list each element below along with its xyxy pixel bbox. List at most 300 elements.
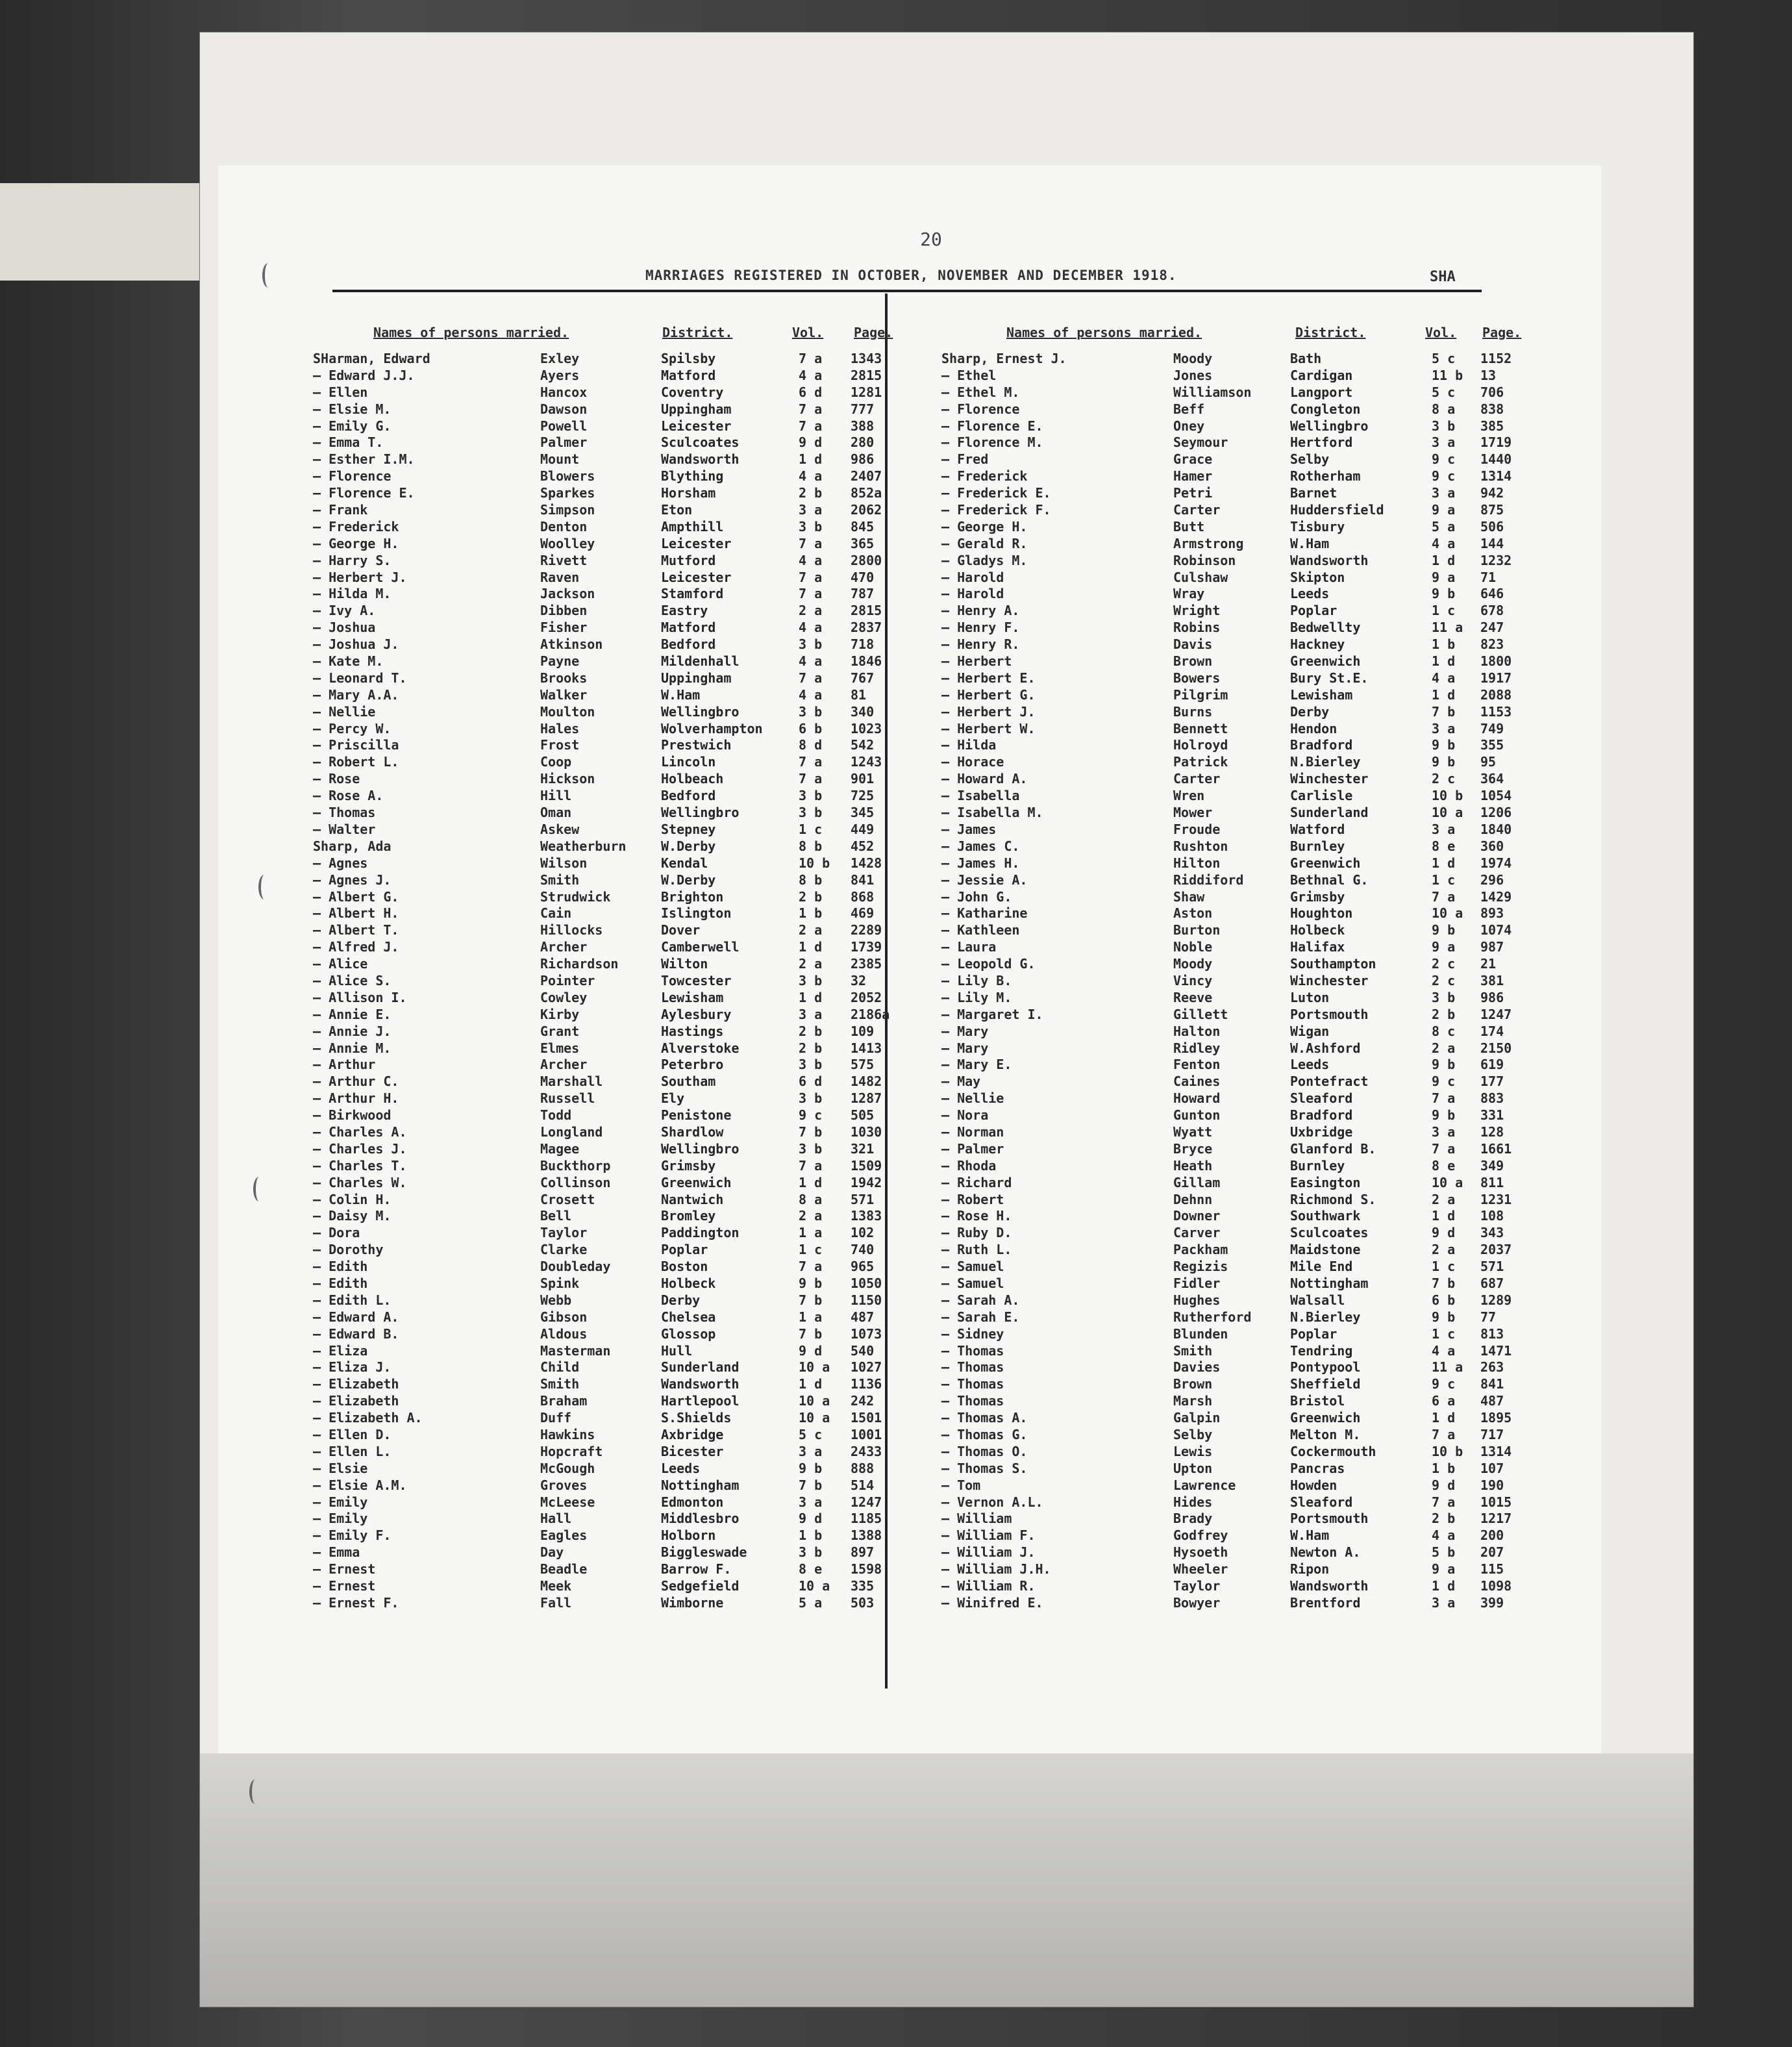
entry-spouse-surname: Oney [1173, 418, 1205, 434]
entry-district: Luton [1290, 989, 1330, 1005]
entry-volume: 7 a [1432, 1494, 1456, 1510]
entry-name: — Walter [313, 821, 376, 837]
entry-volume: 4 a [1432, 670, 1456, 686]
entry-volume: 4 a [799, 552, 823, 568]
entry-district: Houghton [1290, 905, 1353, 922]
entry-volume: 4 a [799, 367, 823, 383]
entry-page: 1289 [1480, 1292, 1512, 1308]
entry-spouse-surname: Pointer [540, 972, 595, 988]
entry-page: 2815 [851, 603, 882, 619]
entry-name: — Rose [313, 771, 360, 787]
entry-name: — Katharine [941, 905, 1028, 922]
register-entry [922, 485, 1545, 502]
entry-page: 13 [1480, 367, 1497, 383]
entry-page: 852a [851, 485, 882, 501]
entry-volume: 6 d [799, 1074, 823, 1090]
entry-district: Prestwich [661, 737, 732, 753]
entry-spouse-surname: Weatherburn [540, 838, 627, 854]
entry-name: — Leopold G. [941, 956, 1036, 972]
register-entry [299, 872, 896, 889]
entry-page: 2052 [851, 989, 882, 1005]
entry-district: Edmonton [661, 1494, 724, 1510]
entry-district: Portsmouth [1290, 1006, 1369, 1022]
entry-district: Huddersfield [1290, 502, 1384, 518]
page-title: MARRIAGES REGISTERED IN OCTOBER, NOVEMBER AND DECEMBER 1918. [645, 268, 1177, 283]
entry-volume: 6 d [799, 384, 823, 400]
entry-spouse-surname: Bowers [1173, 670, 1221, 686]
entry-district: Wellingbro [1290, 418, 1369, 434]
entry-page: 1429 [1480, 888, 1512, 905]
entry-district: Glossop [661, 1325, 716, 1342]
entry-district: Sculcoates [661, 434, 740, 451]
register-entry [299, 687, 896, 704]
register-entry [299, 485, 896, 502]
entry-spouse-surname: Eagles [540, 1527, 588, 1544]
entry-spouse-surname: Sparkes [540, 485, 595, 501]
entry-name: — Thomas [941, 1393, 1004, 1409]
register-entry [922, 468, 1545, 485]
register-entry [922, 973, 1545, 990]
entry-district: Wandsworth [661, 1376, 740, 1392]
register-entry [922, 1578, 1545, 1595]
entry-name: — Winifred E. [941, 1594, 1043, 1611]
entry-page: 1030 [851, 1124, 882, 1140]
register-entry [922, 1595, 1545, 1612]
entry-page: 1661 [1480, 1140, 1512, 1157]
entry-district: Pancras [1290, 1460, 1345, 1476]
entry-volume: 10 a [1432, 905, 1463, 922]
entry-volume: 7 a [799, 351, 823, 366]
entry-spouse-surname: Wray [1173, 586, 1205, 602]
entry-page: 811 [1480, 1174, 1504, 1190]
entry-volume: 9 b [1432, 586, 1456, 602]
entry-name: — Emily [313, 1494, 368, 1510]
entry-page: 749 [1480, 720, 1504, 736]
entry-page: 1895 [1480, 1410, 1512, 1426]
entry-volume: 1 d [1432, 1208, 1456, 1224]
entry-volume: 7 a [1432, 1090, 1456, 1107]
entry-spouse-surname: Mower [1173, 805, 1213, 821]
entry-name: — James C. [941, 838, 1020, 854]
register-entry [299, 1141, 896, 1158]
entry-page: 1050 [851, 1275, 882, 1291]
entry-district: Sunderland [661, 1359, 740, 1375]
entry-name: — Charles W. [313, 1174, 407, 1190]
register-entry [299, 653, 896, 670]
entry-volume: 4 a [1432, 1342, 1456, 1359]
entry-page: 364 [1480, 771, 1504, 787]
entry-name: — Eliza [313, 1342, 368, 1359]
register-entry [299, 553, 896, 570]
register-entry [922, 636, 1545, 653]
entry-page: 2407 [851, 468, 882, 484]
register-entry [299, 502, 896, 519]
entry-district: Stepney [661, 821, 716, 837]
entry-spouse-surname: Beff [1173, 401, 1205, 417]
entry-spouse-surname: Gillam [1173, 1174, 1221, 1190]
entry-name: — Frederick [941, 468, 1028, 484]
entry-volume: 9 c [1432, 1074, 1456, 1090]
entry-district: Aylesbury [661, 1006, 732, 1022]
entry-spouse-surname: Wren [1173, 788, 1205, 804]
entry-name: — Richard [941, 1174, 1012, 1190]
entry-volume: 1 b [1432, 636, 1456, 653]
entry-page: 280 [851, 434, 875, 451]
entry-district: Richmond S. [1290, 1191, 1376, 1207]
entry-page: 349 [1480, 1157, 1504, 1174]
register-entry [299, 1326, 896, 1343]
entry-district: Howden [1290, 1477, 1338, 1493]
register-entry [299, 1494, 896, 1511]
register-entry [299, 1074, 896, 1090]
entry-page: 144 [1480, 535, 1504, 551]
entry-page: 1073 [851, 1325, 882, 1342]
entry-district: Middlesbro [661, 1511, 740, 1527]
left-entries [299, 351, 896, 1612]
entry-name: — Dorothy [313, 1242, 384, 1258]
register-entry [299, 1292, 896, 1309]
register-entry [299, 1208, 896, 1225]
entry-page: 1001 [851, 1427, 882, 1442]
register-entry [922, 1359, 1545, 1376]
entry-name: — Sarah E. [941, 1309, 1020, 1325]
entry-page: 1185 [851, 1511, 882, 1527]
entry-district: Bicester [661, 1443, 724, 1459]
entry-district: Wandsworth [661, 451, 740, 468]
entry-page: 71 [1480, 569, 1497, 585]
entry-volume: 2 b [799, 888, 823, 905]
entry-district: Greenwich [1290, 1410, 1361, 1426]
entry-spouse-surname: Halton [1173, 1023, 1221, 1039]
entry-page: 190 [1480, 1477, 1504, 1493]
entry-district: Uppingham [661, 401, 732, 417]
entry-spouse-surname: Dehnn [1173, 1191, 1213, 1207]
entry-page: 1471 [1480, 1342, 1512, 1359]
register-entry [299, 1461, 896, 1477]
register-entry [922, 1393, 1545, 1410]
register-entry [299, 788, 896, 805]
register-entry [922, 351, 1545, 368]
register-entry [299, 754, 896, 771]
entry-spouse-surname: Richardson [540, 956, 619, 972]
entry-district: Sculcoates [1290, 1225, 1369, 1241]
entry-page: 542 [851, 737, 875, 753]
entry-name: — Joshua [313, 620, 376, 636]
entry-spouse-surname: Davies [1173, 1359, 1221, 1375]
entry-name: — Harold [941, 569, 1004, 585]
entry-spouse-surname: Blowers [540, 468, 595, 484]
entry-spouse-surname: Rushton [1173, 838, 1228, 854]
entry-name: — Charles T. [313, 1157, 407, 1174]
entry-volume: 4 a [799, 620, 823, 636]
entry-volume: 9 b [799, 1275, 823, 1291]
entry-volume: 5 c [1432, 351, 1456, 366]
entry-volume: 9 c [1432, 1376, 1456, 1392]
entry-page: 81 [851, 686, 867, 703]
entry-spouse-surname: Powell [540, 418, 588, 434]
entry-page: 868 [851, 888, 875, 905]
entry-volume: 9 b [1432, 1107, 1456, 1124]
entry-spouse-surname: Brown [1173, 653, 1213, 670]
entry-volume: 8 b [799, 872, 823, 888]
page-bottom-shading [200, 1753, 1693, 2007]
entry-volume: 11 b [1432, 367, 1463, 383]
register-entry [299, 1511, 896, 1527]
entry-spouse-surname: Petri [1173, 485, 1213, 501]
entry-district: Kendal [661, 855, 708, 871]
entry-district: Barrow F. [661, 1561, 732, 1577]
entry-district: Wandsworth [1290, 552, 1369, 568]
entry-page: 177 [1480, 1074, 1504, 1090]
entry-spouse-surname: Ridley [1173, 1040, 1221, 1056]
entry-page: 345 [851, 805, 875, 821]
entry-volume: 7 a [799, 418, 823, 434]
entry-page: 1343 [851, 351, 882, 366]
entry-page: 1247 [1480, 1006, 1512, 1022]
entry-spouse-surname: Rivett [540, 552, 588, 568]
entry-spouse-surname: Downer [1173, 1208, 1221, 1224]
entry-district: Burnley [1290, 838, 1345, 854]
entry-volume: 2 b [799, 485, 823, 501]
entry-page: 1098 [1480, 1578, 1512, 1594]
entry-volume: 3 a [1432, 434, 1456, 451]
entry-name: — Colin H. [313, 1191, 392, 1207]
register-entry [922, 1376, 1545, 1393]
register-entry [299, 1275, 896, 1292]
entry-page: 1501 [851, 1410, 882, 1426]
entry-spouse-surname: Hughes [1173, 1292, 1221, 1308]
entry-name: — Robert L. [313, 754, 399, 770]
entry-name: — Isabella [941, 788, 1020, 804]
entry-spouse-surname: Howard [1173, 1090, 1221, 1107]
entry-volume: 2 a [1432, 1242, 1456, 1258]
entry-volume: 7 a [799, 771, 823, 787]
entry-spouse-surname: Williamson [1173, 384, 1252, 400]
entry-name: — Emma T. [313, 434, 384, 451]
entry-spouse-surname: Masterman [540, 1342, 611, 1359]
entry-spouse-surname: Hides [1173, 1494, 1213, 1510]
entry-name: — Esther I.M. [313, 451, 415, 468]
entry-spouse-surname: Froude [1173, 821, 1221, 837]
entry-volume: 10 a [1432, 805, 1463, 821]
entry-name: — Ellen D. [313, 1427, 392, 1442]
entry-page: 725 [851, 788, 875, 804]
entry-volume: 8 b [799, 838, 823, 854]
entry-name: — Ernest F. [313, 1594, 399, 1611]
entry-volume: 1 a [799, 1225, 823, 1241]
entry-volume: 1 a [799, 1309, 823, 1325]
entry-name: — Rhoda [941, 1157, 997, 1174]
entry-spouse-surname: Patrick [1173, 754, 1228, 770]
entry-page: 1482 [851, 1074, 882, 1090]
entry-volume: 10 b [799, 855, 830, 871]
register-entry [299, 889, 896, 906]
entry-district: Watford [1290, 821, 1345, 837]
entry-volume: 1 b [799, 905, 823, 922]
entry-district: W.Derby [661, 838, 716, 854]
entry-name: — William R. [941, 1578, 1036, 1594]
entry-page: 1413 [851, 1040, 882, 1056]
right-column-header [922, 325, 1545, 351]
register-entry [299, 434, 896, 451]
entry-volume: 3 b [1432, 418, 1456, 434]
entry-name: — Robert [941, 1191, 1004, 1207]
entry-name: — Agnes J. [313, 872, 392, 888]
entry-name: — Palmer [941, 1140, 1004, 1157]
entry-page: 986 [1480, 989, 1504, 1005]
register-entry [922, 1444, 1545, 1461]
entry-page: 1974 [1480, 855, 1512, 871]
entry-district: Southampton [1290, 956, 1376, 972]
entry-page: 1314 [1480, 1443, 1512, 1459]
entry-page: 813 [1480, 1325, 1504, 1342]
entry-name: — Rose H. [941, 1208, 1012, 1224]
register-entry [922, 1292, 1545, 1309]
register-entry [299, 838, 896, 855]
register-entry [299, 922, 896, 939]
entry-spouse-surname: Selby [1173, 1427, 1213, 1442]
entry-name: — John G. [941, 888, 1012, 905]
register-entry [922, 1057, 1545, 1074]
register-entry [922, 939, 1545, 956]
register-entry [922, 721, 1545, 738]
entry-name: — Thomas A. [941, 1410, 1028, 1426]
entry-spouse-surname: Riddiford [1173, 872, 1244, 888]
register-entry [299, 1057, 896, 1074]
register-entry [922, 1242, 1545, 1259]
register-entry [922, 990, 1545, 1007]
entry-volume: 7 b [799, 1325, 823, 1342]
entry-page: 115 [1480, 1561, 1504, 1577]
register-entry [299, 1544, 896, 1561]
entry-name: — Thomas G. [941, 1427, 1028, 1442]
entry-spouse-surname: Bell [540, 1208, 572, 1224]
entry-spouse-surname: Fisher [540, 620, 588, 636]
entry-name: — Annie E. [313, 1006, 392, 1022]
entry-district: Tisbury [1290, 518, 1345, 534]
register-entry [922, 1309, 1545, 1326]
register-entry [299, 468, 896, 485]
entry-district: Hartlepool [661, 1393, 740, 1409]
entry-name: — Ruth L. [941, 1242, 1012, 1258]
entry-spouse-surname: Wilson [540, 855, 588, 871]
register-entry [922, 1527, 1545, 1544]
entry-spouse-surname: Hales [540, 720, 580, 736]
entry-spouse-surname: Jackson [540, 586, 595, 602]
register-entry [299, 737, 896, 754]
entry-district: Boston [661, 1259, 708, 1275]
register-entry [922, 737, 1545, 754]
entry-volume: 2 a [1432, 1040, 1456, 1056]
punch-hole-1 [262, 263, 274, 288]
entry-district: Bethnal G. [1290, 872, 1369, 888]
entry-name: — Harry S. [313, 552, 392, 568]
entry-name: — Arthur [313, 1057, 376, 1073]
entry-district: Leeds [1290, 1057, 1330, 1073]
entry-district: Uppingham [661, 670, 732, 686]
entry-page: 331 [1480, 1107, 1504, 1124]
entry-volume: 3 a [1432, 485, 1456, 501]
register-entry [299, 1477, 896, 1494]
entry-name: — James H. [941, 855, 1020, 871]
entry-volume: 2 c [1432, 956, 1456, 972]
entry-page: 1054 [1480, 788, 1512, 804]
entry-page: 1231 [1480, 1191, 1512, 1207]
entry-name: — Horace [941, 754, 1004, 770]
entry-volume: 3 b [799, 805, 823, 821]
entry-page: 2800 [851, 552, 882, 568]
register-entry [299, 973, 896, 990]
entry-name: — Sidney [941, 1325, 1004, 1342]
entry-volume: 2 a [799, 1208, 823, 1224]
entry-district: Paddington [661, 1225, 740, 1241]
entry-spouse-surname: Fenton [1173, 1057, 1221, 1073]
register-entry [922, 788, 1545, 805]
entry-volume: 1 b [799, 1527, 823, 1544]
header-rule [332, 290, 1482, 292]
entry-spouse-surname: Bennett [1173, 720, 1228, 736]
entry-volume: 1 c [1432, 872, 1456, 888]
entry-spouse-surname: Bryce [1173, 1140, 1213, 1157]
entry-page: 2062 [851, 502, 882, 518]
entry-page: 841 [1480, 1376, 1504, 1392]
entry-spouse-surname: Upton [1173, 1460, 1213, 1476]
entry-spouse-surname: Braham [540, 1393, 588, 1409]
entry-spouse-surname: McGough [540, 1460, 595, 1476]
entry-spouse-surname: Frost [540, 737, 580, 753]
entry-spouse-surname: Bowyer [1173, 1594, 1221, 1611]
entry-district: Leicester [661, 569, 732, 585]
entry-district: Easington [1290, 1174, 1361, 1190]
entry-spouse-surname: Shaw [1173, 888, 1205, 905]
entry-district: Wigan [1290, 1023, 1330, 1039]
entry-name: — Emily [313, 1511, 368, 1527]
entry-volume: 2 a [1432, 1191, 1456, 1207]
entry-district: Camberwell [661, 939, 740, 955]
register-entry [922, 653, 1545, 670]
entry-volume: 9 a [1432, 502, 1456, 518]
entry-page: 571 [851, 1191, 875, 1207]
entry-name: — Florence E. [941, 418, 1043, 434]
entry-spouse-surname: Atkinson [540, 636, 603, 653]
entry-spouse-surname: Gunton [1173, 1107, 1221, 1124]
entry-page: 1206 [1480, 805, 1512, 821]
header-district: District. [1295, 325, 1366, 340]
entry-page: 1383 [851, 1208, 882, 1224]
entry-volume: 6 b [1432, 1292, 1456, 1308]
register-entry [922, 822, 1545, 838]
right-column [922, 325, 1545, 1612]
header-vol: Vol. [1425, 325, 1457, 340]
entry-name: — Joshua J. [313, 636, 399, 653]
entry-page: 986 [851, 451, 875, 468]
section-code: SHA [1430, 269, 1456, 285]
entry-spouse-surname: Grant [540, 1023, 580, 1039]
entry-page: 1153 [1480, 703, 1512, 720]
entry-district: Wimborne [661, 1594, 724, 1611]
entry-district: Wellingbro [661, 703, 740, 720]
register-entry [922, 1343, 1545, 1360]
entry-district: Poplar [661, 1242, 708, 1258]
entry-page: 2088 [1480, 686, 1512, 703]
entry-name: — Henry R. [941, 636, 1020, 653]
entry-page: 1440 [1480, 451, 1512, 468]
entry-name: — Elizabeth [313, 1376, 399, 1392]
header-page: Page. [1482, 325, 1522, 340]
entry-district: W.Derby [661, 872, 716, 888]
entry-volume: 2 b [799, 1040, 823, 1056]
entry-name: — Kathleen [941, 922, 1020, 938]
